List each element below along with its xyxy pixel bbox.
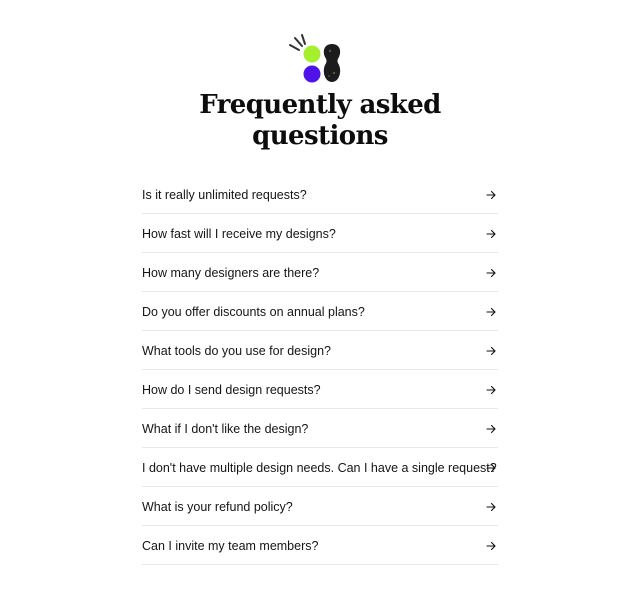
arrow-right-icon [486,382,496,392]
arrow-right-icon [486,499,496,509]
arrow-right-icon [486,187,496,197]
faq-question: What is your refund policy? [142,500,293,514]
faq-item[interactable] [142,214,498,253]
arrow-right-icon [486,421,496,431]
title-line-1: Frequently asked [199,90,441,120]
faq-list [142,175,498,565]
faq-item[interactable] [142,331,498,370]
arrow-right-icon [486,460,496,470]
arrow-right-icon [486,304,496,314]
arrow-right-icon [486,343,496,353]
faq-item[interactable] [142,175,498,214]
faq-item[interactable] [142,409,498,448]
faq-item[interactable] [142,253,498,292]
faq-question: What if I don't like the design? [142,422,309,436]
faq-question: Is it really unlimited requests? [142,188,307,202]
faq-question: Do you offer discounts on annual plans? [142,305,365,319]
arrow-right-icon [486,538,496,548]
brand-logo-icon [286,32,346,88]
arrow-right-icon [486,265,496,275]
title-line-2: questions [252,121,388,151]
page-title [0,90,640,152]
faq-question: What tools do you use for design? [142,344,332,358]
arrow-right-icon [486,226,496,236]
faq-item[interactable] [142,487,498,526]
faq-question: I don't have multiple design needs. Can I have a single request? [142,461,497,475]
faq-item[interactable] [142,292,498,331]
faq-item[interactable] [142,370,498,409]
faq-question: How fast will I receive my designs? [142,227,336,241]
faq-item[interactable] [142,526,498,565]
faq-question: How do I send design requests? [142,383,321,397]
faq-question: How many designers are there? [142,266,320,280]
faq-item[interactable] [142,448,498,487]
faq-question: Can I invite my team members? [142,539,319,553]
